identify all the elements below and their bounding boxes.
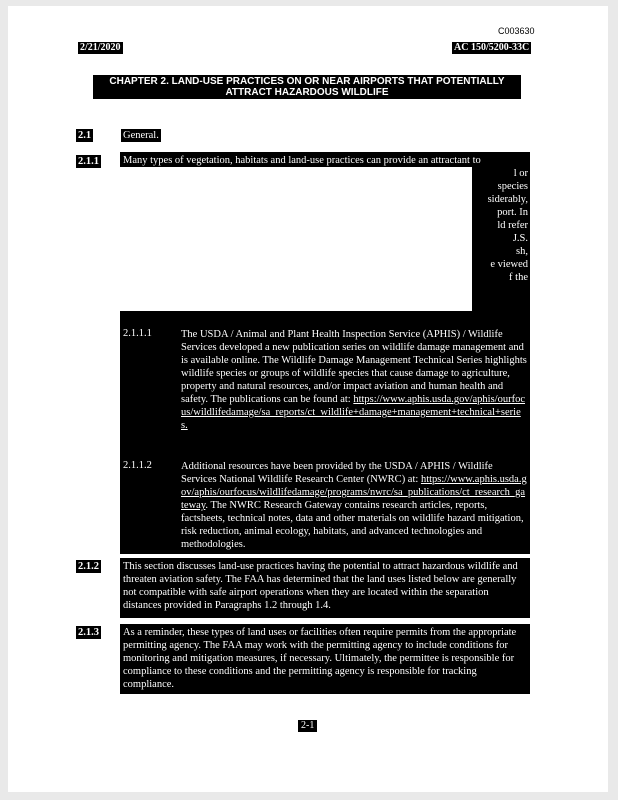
paragraph-2-1-1-1-text: The USDA / Animal and Plant Health Inspection Service (APHIS) / Wildlife Services developed a new publication series on wildlife damage management and is available online. The Wildlife Damage Management Technical Series highlights wildlife species or groups of wildlife species that cause damage to agriculture, property and natural resources, and/or impact aviation and human health and safety. The publications can be found at: xyxy=(181,329,527,405)
paragraph-2-1-1-1 xyxy=(181,328,527,432)
page-number: 2-1 xyxy=(298,720,317,732)
paragraph-2-1-1-2-text-after: . The NWRC Research Gateway contains research articles, reports, factsheets, technical notes, data and other materials on wildlife hazard mitigation, risk reduction, animal ecology, habitats, and advanced technologies and methodologies. xyxy=(181,500,524,550)
paragraph-block-2-1-3 xyxy=(120,624,530,694)
section-number-2-1-2: 2.1.2 xyxy=(78,561,99,572)
fragment: J.S. xyxy=(512,233,528,244)
paragraph-2-1-1-2-text-before: Additional resources have been provided by the USDA / APHIS / Wildlife Services National Wildlife Research Center (NWRC) at: xyxy=(181,461,493,485)
section-number-2-1: 2.1 xyxy=(78,130,92,141)
nwrc-link[interactable]: https://www.aphis.usda.gov/aphis/ourfocus/wildlifedamage/programs/nwrc/sa_publications/ct_research_gateway xyxy=(181,474,527,511)
fragment: port. In xyxy=(497,207,528,218)
fragment: siderably, xyxy=(487,194,528,205)
subsection-block xyxy=(120,312,530,554)
paragraph-2-1-1-right-fragments xyxy=(476,167,528,284)
section-number-2-1-3: 2.1.3 xyxy=(78,627,99,638)
paragraph-2-1-3: As a reminder, these types of land uses or facilities often require permits from the appropriate permitting agency. The FAA may work with the permitting agency to include conditions for monitoring and mitigation measures, if necessary. Ultimately, the permittee is responsible for compliance to these conditions and the permitting agency is responsible for tracking compliance. xyxy=(123,627,517,690)
fragment: e viewed xyxy=(490,259,528,270)
fragment: ld refer xyxy=(497,220,528,231)
document-page xyxy=(8,6,608,792)
fragment: f the xyxy=(509,272,528,283)
chapter-title: CHAPTER 2. LAND-USE PRACTICES ON OR NEAR AIRPORTS THAT POTENTIALLY ATTRACT HAZARDOUS WILDLIFE xyxy=(93,75,521,99)
paragraph-block-2-1-2 xyxy=(120,558,530,618)
header-ac-number: AC 150/5200-33C xyxy=(454,42,530,53)
aphis-link[interactable]: https://www.aphis.usda.gov/aphis/ourfocus/wildlifedamage/sa_reports/ct_wildlife+damage+management+technical+series. xyxy=(181,394,526,431)
section-number-2-1-1-1: 2.1.1.1 xyxy=(123,328,152,339)
paragraph-2-1-1-2 xyxy=(181,460,527,551)
fragment: l or xyxy=(513,168,528,179)
redaction-box xyxy=(120,167,472,311)
header-date: 2/21/2020 xyxy=(80,42,121,53)
section-number-2-1-1-2: 2.1.1.2 xyxy=(123,460,152,471)
section-number-2-1-1: 2.1.1 xyxy=(78,156,99,167)
document-id: C003630 xyxy=(498,26,535,36)
redacted-block-2-1-1 xyxy=(120,152,530,312)
paragraph-2-1-1-first-line: Many types of vegetation, habitats and land-use practices can provide an attractant to xyxy=(123,155,481,166)
fragment: sh, xyxy=(516,246,528,257)
section-title-2-1: General. xyxy=(123,130,159,141)
fragment: species xyxy=(497,181,528,192)
paragraph-2-1-2: This section discusses land-use practices having the potential to attract hazardous wildlife and threaten aviation safety. The FAA has determined that the land uses listed below are generally not compatible with safe airport operations when they are located within the separation distances provided in Paragraphs 1.2 through 1.4. xyxy=(123,561,518,611)
